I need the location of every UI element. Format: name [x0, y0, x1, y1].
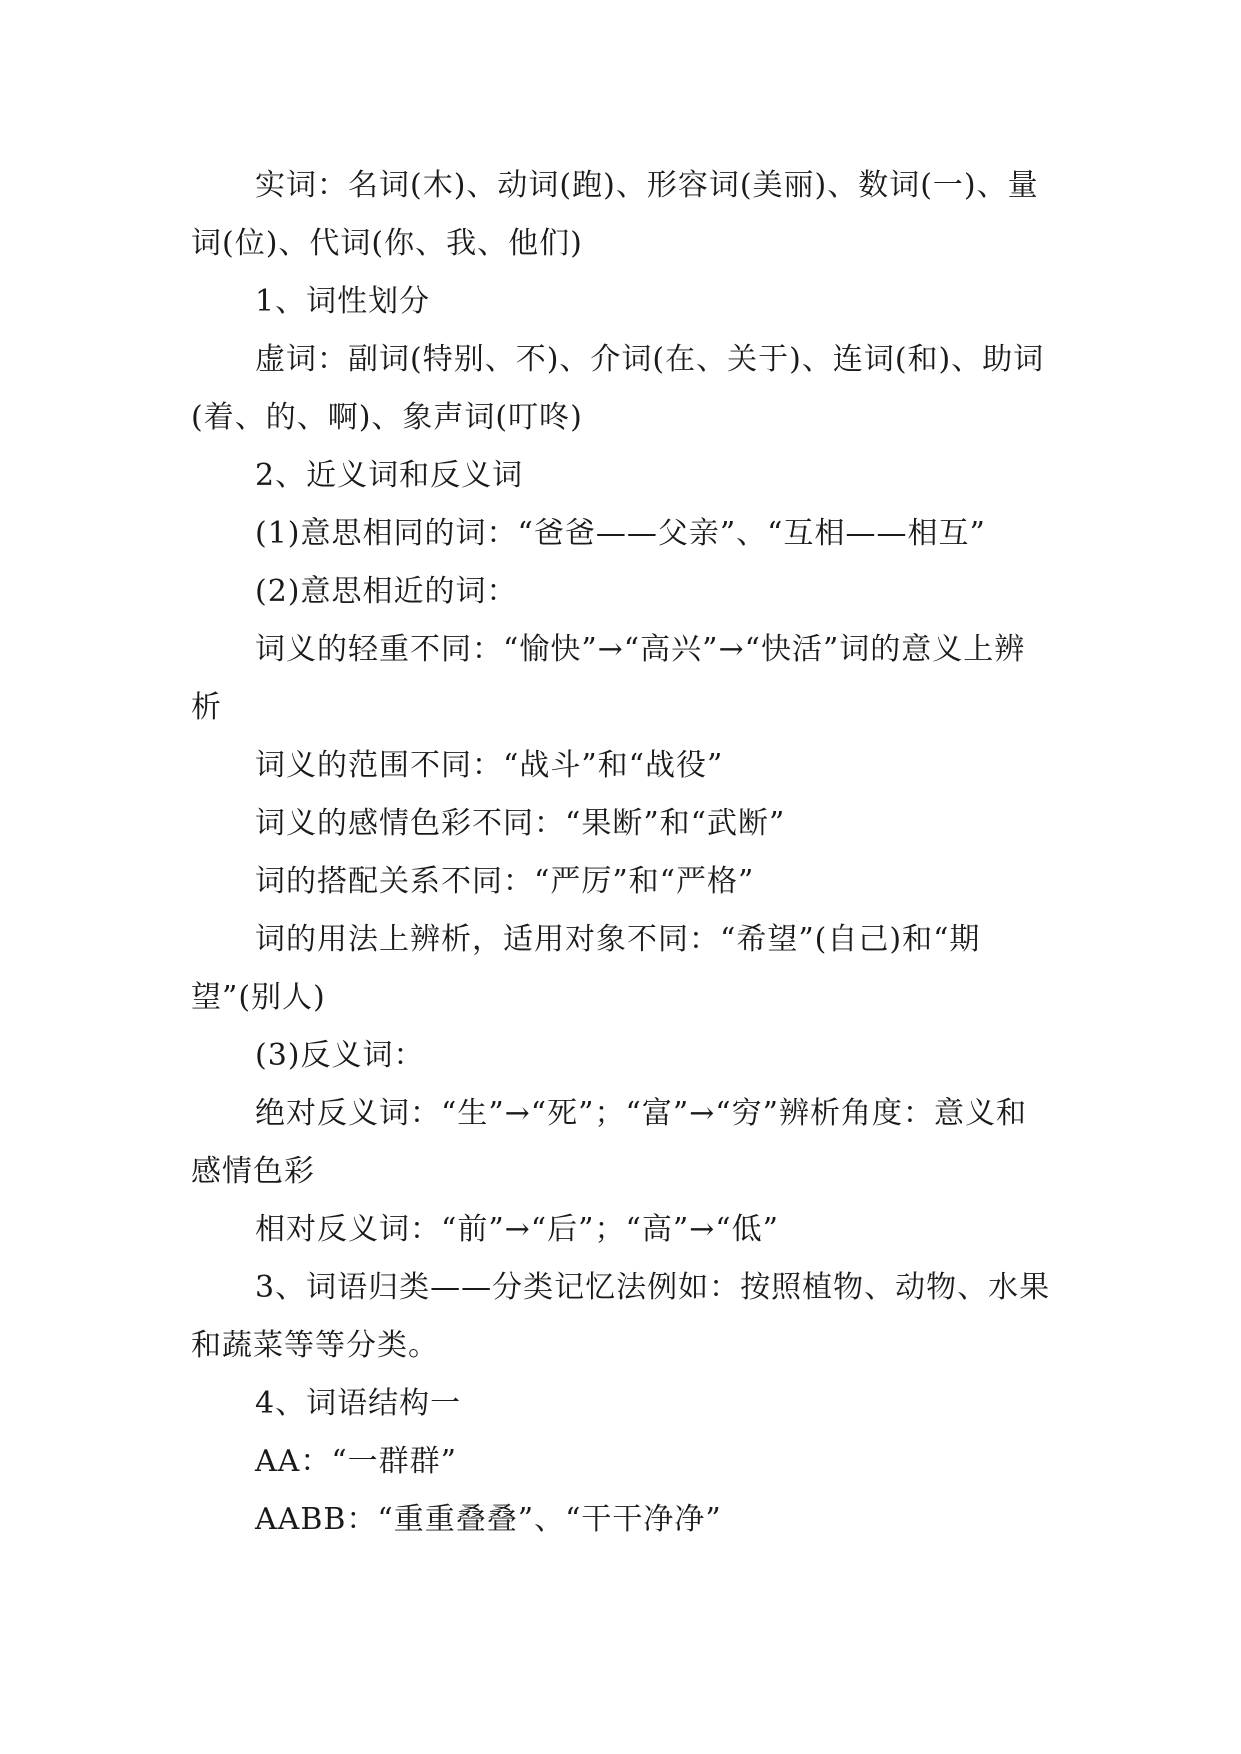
paragraph-heading-3: 3、词语归类——分类记忆法例如：按照植物、动物、水果和蔬菜等等分类。: [191, 1270, 1051, 1363]
paragraph-antonyms: (3)反义词：: [255, 1038, 425, 1073]
paragraph-synonyms-same: (1)意思相同的词：“爸爸——父亲”、“互相——相互”: [255, 516, 986, 551]
paragraph-usage: 词的用法上辨析，适用对象不同：“希望”(自己)和“期望”(别人): [191, 922, 981, 1015]
paragraph-heading-4: 4、词语结构一: [255, 1386, 462, 1421]
paragraph-weight: 词义的轻重不同：“愉快”→“高兴”→“快活”词的意义上辨析: [191, 632, 1026, 725]
paragraph-heading-1: 1、词性划分: [255, 284, 431, 319]
paragraph-function-words: 虚词：副词(特别、不)、介词(在、关于)、连词(和)、助词(着、的、啊)、象声词(叮咚): [191, 342, 1045, 435]
paragraph-heading-2: 2、近义词和反义词: [255, 458, 524, 493]
paragraph-content-words: 实词：名词(木)、动词(跑)、形容词(美丽)、数词(一)、量词(位)、代词(你、我、他们): [191, 168, 1039, 261]
document-body: [191, 157, 1051, 1549]
paragraph-relative-antonyms: 相对反义词：“前”→“后”；“高”→“低”: [255, 1212, 779, 1247]
paragraph-emotion: 词义的感情色彩不同：“果断”和“武断”: [255, 806, 786, 841]
paragraph-collocation: 词的搭配关系不同：“严厉”和“严格”: [255, 864, 755, 899]
paragraph-synonyms-near: (2)意思相近的词：: [255, 574, 518, 609]
paragraph-aabb: AABB：“重重叠叠”、“干干净净”: [255, 1502, 722, 1537]
paragraph-aa: AA：“一群群”: [255, 1444, 458, 1479]
paragraph-absolute-antonyms: 绝对反义词：“生”→“死”；“富”→“穷”辨析角度：意义和感情色彩: [191, 1096, 1027, 1189]
paragraph-scope: 词义的范围不同：“战斗”和“战役”: [255, 748, 724, 783]
